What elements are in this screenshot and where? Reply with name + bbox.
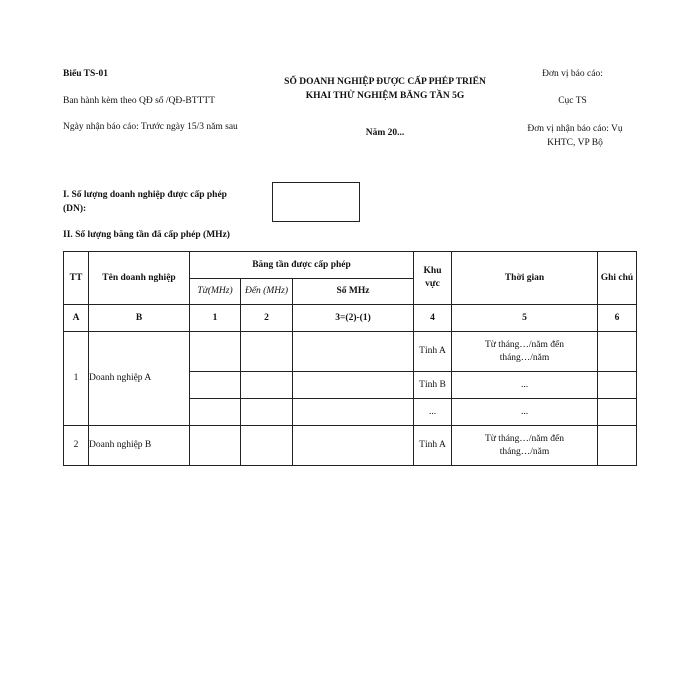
receiving-unit-line1: Đơn vị nhận báo cáo: Vụ xyxy=(527,124,623,134)
th-company: Tên doanh nghiệp xyxy=(89,252,190,305)
time-cell: ... xyxy=(452,372,598,399)
note-cell[interactable] xyxy=(598,372,637,399)
time-line1: Từ tháng…/năm đến xyxy=(484,339,565,350)
th-area-line1: Khu xyxy=(423,266,442,276)
form-code: Biểu TS-01 xyxy=(63,69,108,79)
time-cell: ... xyxy=(452,399,598,426)
th-tt: TT xyxy=(64,252,89,305)
time-cell xyxy=(452,426,598,466)
section-2-title: II. Số lượng băng tần đã cấp phép (MHz) xyxy=(63,230,230,240)
receive-date: Ngày nhận báo cáo: Trước ngày 15/3 năm sau xyxy=(63,122,238,132)
from-cell[interactable] xyxy=(190,332,241,372)
code-row xyxy=(64,305,637,332)
area-cell: Tỉnh A xyxy=(414,426,452,466)
table-row xyxy=(64,426,637,466)
band-table xyxy=(63,251,637,466)
to-cell[interactable] xyxy=(241,399,293,426)
section-1-line1: I. Số lượng doanh nghiệp được cấp phép xyxy=(63,190,227,200)
from-cell[interactable] xyxy=(190,426,241,466)
report-title xyxy=(255,75,515,103)
th-area-line2: vực xyxy=(425,279,440,289)
area-cell: ... xyxy=(414,399,452,426)
receiving-unit xyxy=(505,122,645,150)
from-cell[interactable] xyxy=(190,399,241,426)
row-company: Doanh nghiệp A xyxy=(89,332,190,426)
code-cell: 1 xyxy=(190,305,241,332)
time-line2: tháng…/năm xyxy=(499,446,550,457)
th-to: Đến (MHz) xyxy=(241,279,293,305)
row-tt: 1 xyxy=(64,332,89,426)
area-cell: Tỉnh B xyxy=(414,372,452,399)
time-cell xyxy=(452,332,598,372)
mhz-cell[interactable] xyxy=(293,426,414,466)
mhz-cell[interactable] xyxy=(293,372,414,399)
code-cell: A xyxy=(64,305,89,332)
note-cell[interactable] xyxy=(598,399,637,426)
from-cell[interactable] xyxy=(190,372,241,399)
receiving-unit-line2: KHTC, VP Bộ xyxy=(547,138,603,148)
th-mhz: Số MHz xyxy=(293,279,414,305)
report-title-line2: KHAI THỬ NGHIỆM BĂNG TẦN 5G xyxy=(305,91,465,101)
note-cell[interactable] xyxy=(598,332,637,372)
table-row xyxy=(64,332,637,372)
reporting-unit-label: Đơn vị báo cáo: xyxy=(542,69,603,79)
to-cell[interactable] xyxy=(241,372,293,399)
section-1-label xyxy=(63,188,227,216)
section-1-line2: (DN): xyxy=(63,204,87,214)
note-cell[interactable] xyxy=(598,426,637,466)
time-line1: Từ tháng…/năm đến xyxy=(484,433,565,444)
code-cell: 2 xyxy=(241,305,293,332)
to-cell[interactable] xyxy=(241,332,293,372)
mhz-cell[interactable] xyxy=(293,332,414,372)
code-cell: B xyxy=(89,305,190,332)
row-company: Doanh nghiệp B xyxy=(89,426,190,466)
th-time: Thời gian xyxy=(452,252,598,305)
code-cell: 6 xyxy=(598,305,637,332)
issued-by: Ban hành kèm theo QĐ số /QĐ-BTTTT xyxy=(63,96,215,106)
th-band-group: Băng tần được cấp phép xyxy=(190,252,414,279)
th-from: Từ(MHz) xyxy=(190,279,241,305)
th-note: Ghi chú xyxy=(598,252,637,305)
th-area xyxy=(414,252,452,305)
dn-count-box[interactable] xyxy=(272,182,360,222)
mhz-cell[interactable] xyxy=(293,399,414,426)
report-title-line1: SỐ DOANH NGHIỆP ĐƯỢC CẤP PHÉP TRIỂN xyxy=(284,77,486,87)
reporting-unit: Cục TS xyxy=(558,96,587,106)
time-line2: tháng…/năm xyxy=(499,352,550,363)
code-cell: 3=(2)-(1) xyxy=(293,305,414,332)
code-cell: 5 xyxy=(452,305,598,332)
code-cell: 4 xyxy=(414,305,452,332)
to-cell[interactable] xyxy=(241,426,293,466)
row-tt: 2 xyxy=(64,426,89,466)
header-row-1 xyxy=(64,252,637,279)
report-year: Năm 20... xyxy=(365,128,405,138)
area-cell: Tỉnh A xyxy=(414,332,452,372)
